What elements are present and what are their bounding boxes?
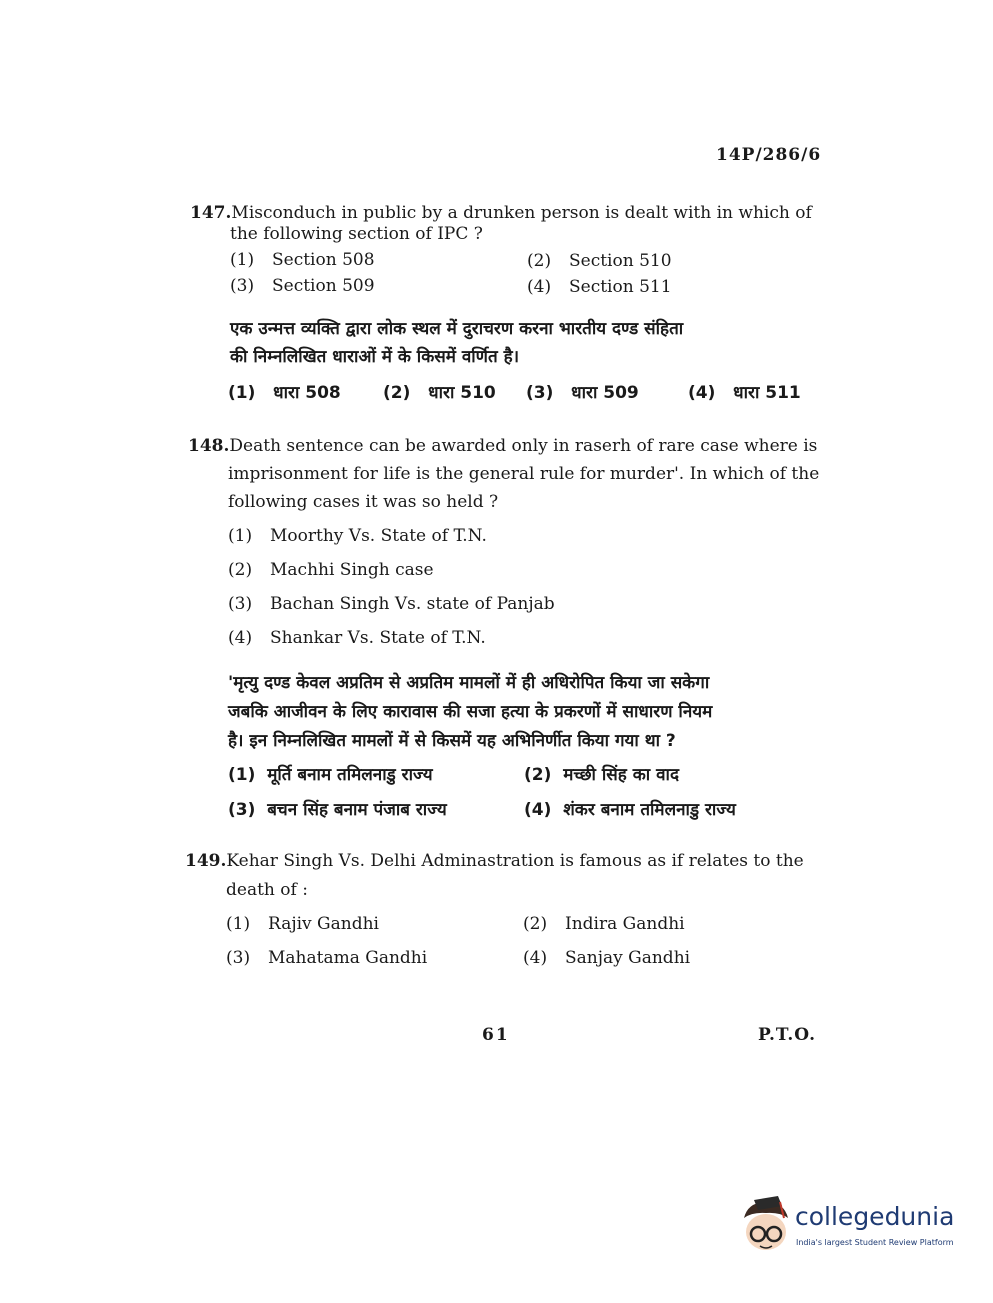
option-2: (2) Machhi Singh case [228, 560, 434, 580]
hindi-option-2: (2) मच्छी सिंह का वाद [524, 765, 679, 785]
question-text-hindi: एक उन्मत्त व्यक्ति द्वारा लोक स्थल में दुराचरण करना भारतीय दण्ड संहिता [230, 319, 684, 339]
question-number: 149. [185, 851, 227, 871]
question-text-hindi: की निम्नलिखित धाराओं में के किसमें वर्णित है। [230, 347, 520, 367]
option-1: (1) Moorthy Vs. State of T.N. [228, 526, 487, 546]
option-4: (4) Shankar Vs. State of T.N. [228, 628, 486, 648]
page-number: 61 [482, 1025, 510, 1045]
option-3: (3) Mahatama Gandhi [226, 948, 428, 968]
question-text-hindi: 'मृत्यु दण्ड केवल अप्रतिम से अप्रतिम मामलों में ही अधिरोपित किया जा सकेगा [228, 673, 710, 693]
question-text-hindi: है। इन निम्नलिखित मामलों में से किसमें यह अभिनिर्णीत किया गया था ? [228, 731, 676, 751]
hindi-option-4: (4) शंकर बनाम तमिलनाडु राज्य [524, 800, 736, 820]
question-text: Misconduch in public by a drunken person is dealt with in which of [231, 203, 812, 223]
question-text: imprisonment for life is the general rule for murder'. In which of the [228, 464, 820, 484]
pto-label: P.T.O. [758, 1025, 816, 1045]
question-number: 148. [188, 436, 230, 456]
logo-name: collegedunia [795, 1202, 955, 1231]
option-2: (2) Indira Gandhi [523, 914, 685, 934]
option-3: (3) Section 509 [230, 276, 375, 296]
hindi-option-3: (3) बचन सिंह बनाम पंजाब राज्य [228, 800, 447, 820]
option-1: (1) Section 508 [230, 250, 375, 270]
paper-code: 14P/286/6 [716, 145, 822, 165]
question-text-hindi: जबकि आजीवन के लिए कारावास की सजा हत्या के प्रकरणों में साधारण नियम [228, 702, 713, 722]
option-2: (2) Section 510 [527, 251, 672, 271]
question-text: following cases it was so held ? [228, 492, 499, 512]
question-text: death of : [226, 880, 308, 900]
option-4: (4) Sanjay Gandhi [523, 948, 691, 968]
question-text: Death sentence can be awarded only in raserh of rare case where is [229, 436, 818, 456]
option-3: (3) Bachan Singh Vs. state of Panjab [228, 594, 555, 614]
hindi-option-3: (3) धारा 509 [526, 383, 639, 403]
hindi-option-4: (4) धारा 511 [688, 383, 801, 403]
hindi-option-1: (1) मूर्ति बनाम तमिलनाडु राज्य [228, 765, 433, 785]
logo-tagline: India's largest Student Review Platform [796, 1238, 954, 1247]
question-number: 147. [190, 203, 232, 223]
option-4: (4) Section 511 [527, 277, 672, 297]
hindi-option-2: (2) धारा 510 [383, 383, 496, 403]
question-text: Kehar Singh Vs. Delhi Adminastration is famous as if relates to the [226, 851, 804, 871]
option-1: (1) Rajiv Gandhi [226, 914, 379, 934]
hindi-option-1: (1) धारा 508 [228, 383, 341, 403]
mascot-icon [738, 1196, 794, 1256]
collegedunia-logo [738, 1196, 963, 1256]
question-text: the following section of IPC ? [230, 224, 483, 244]
